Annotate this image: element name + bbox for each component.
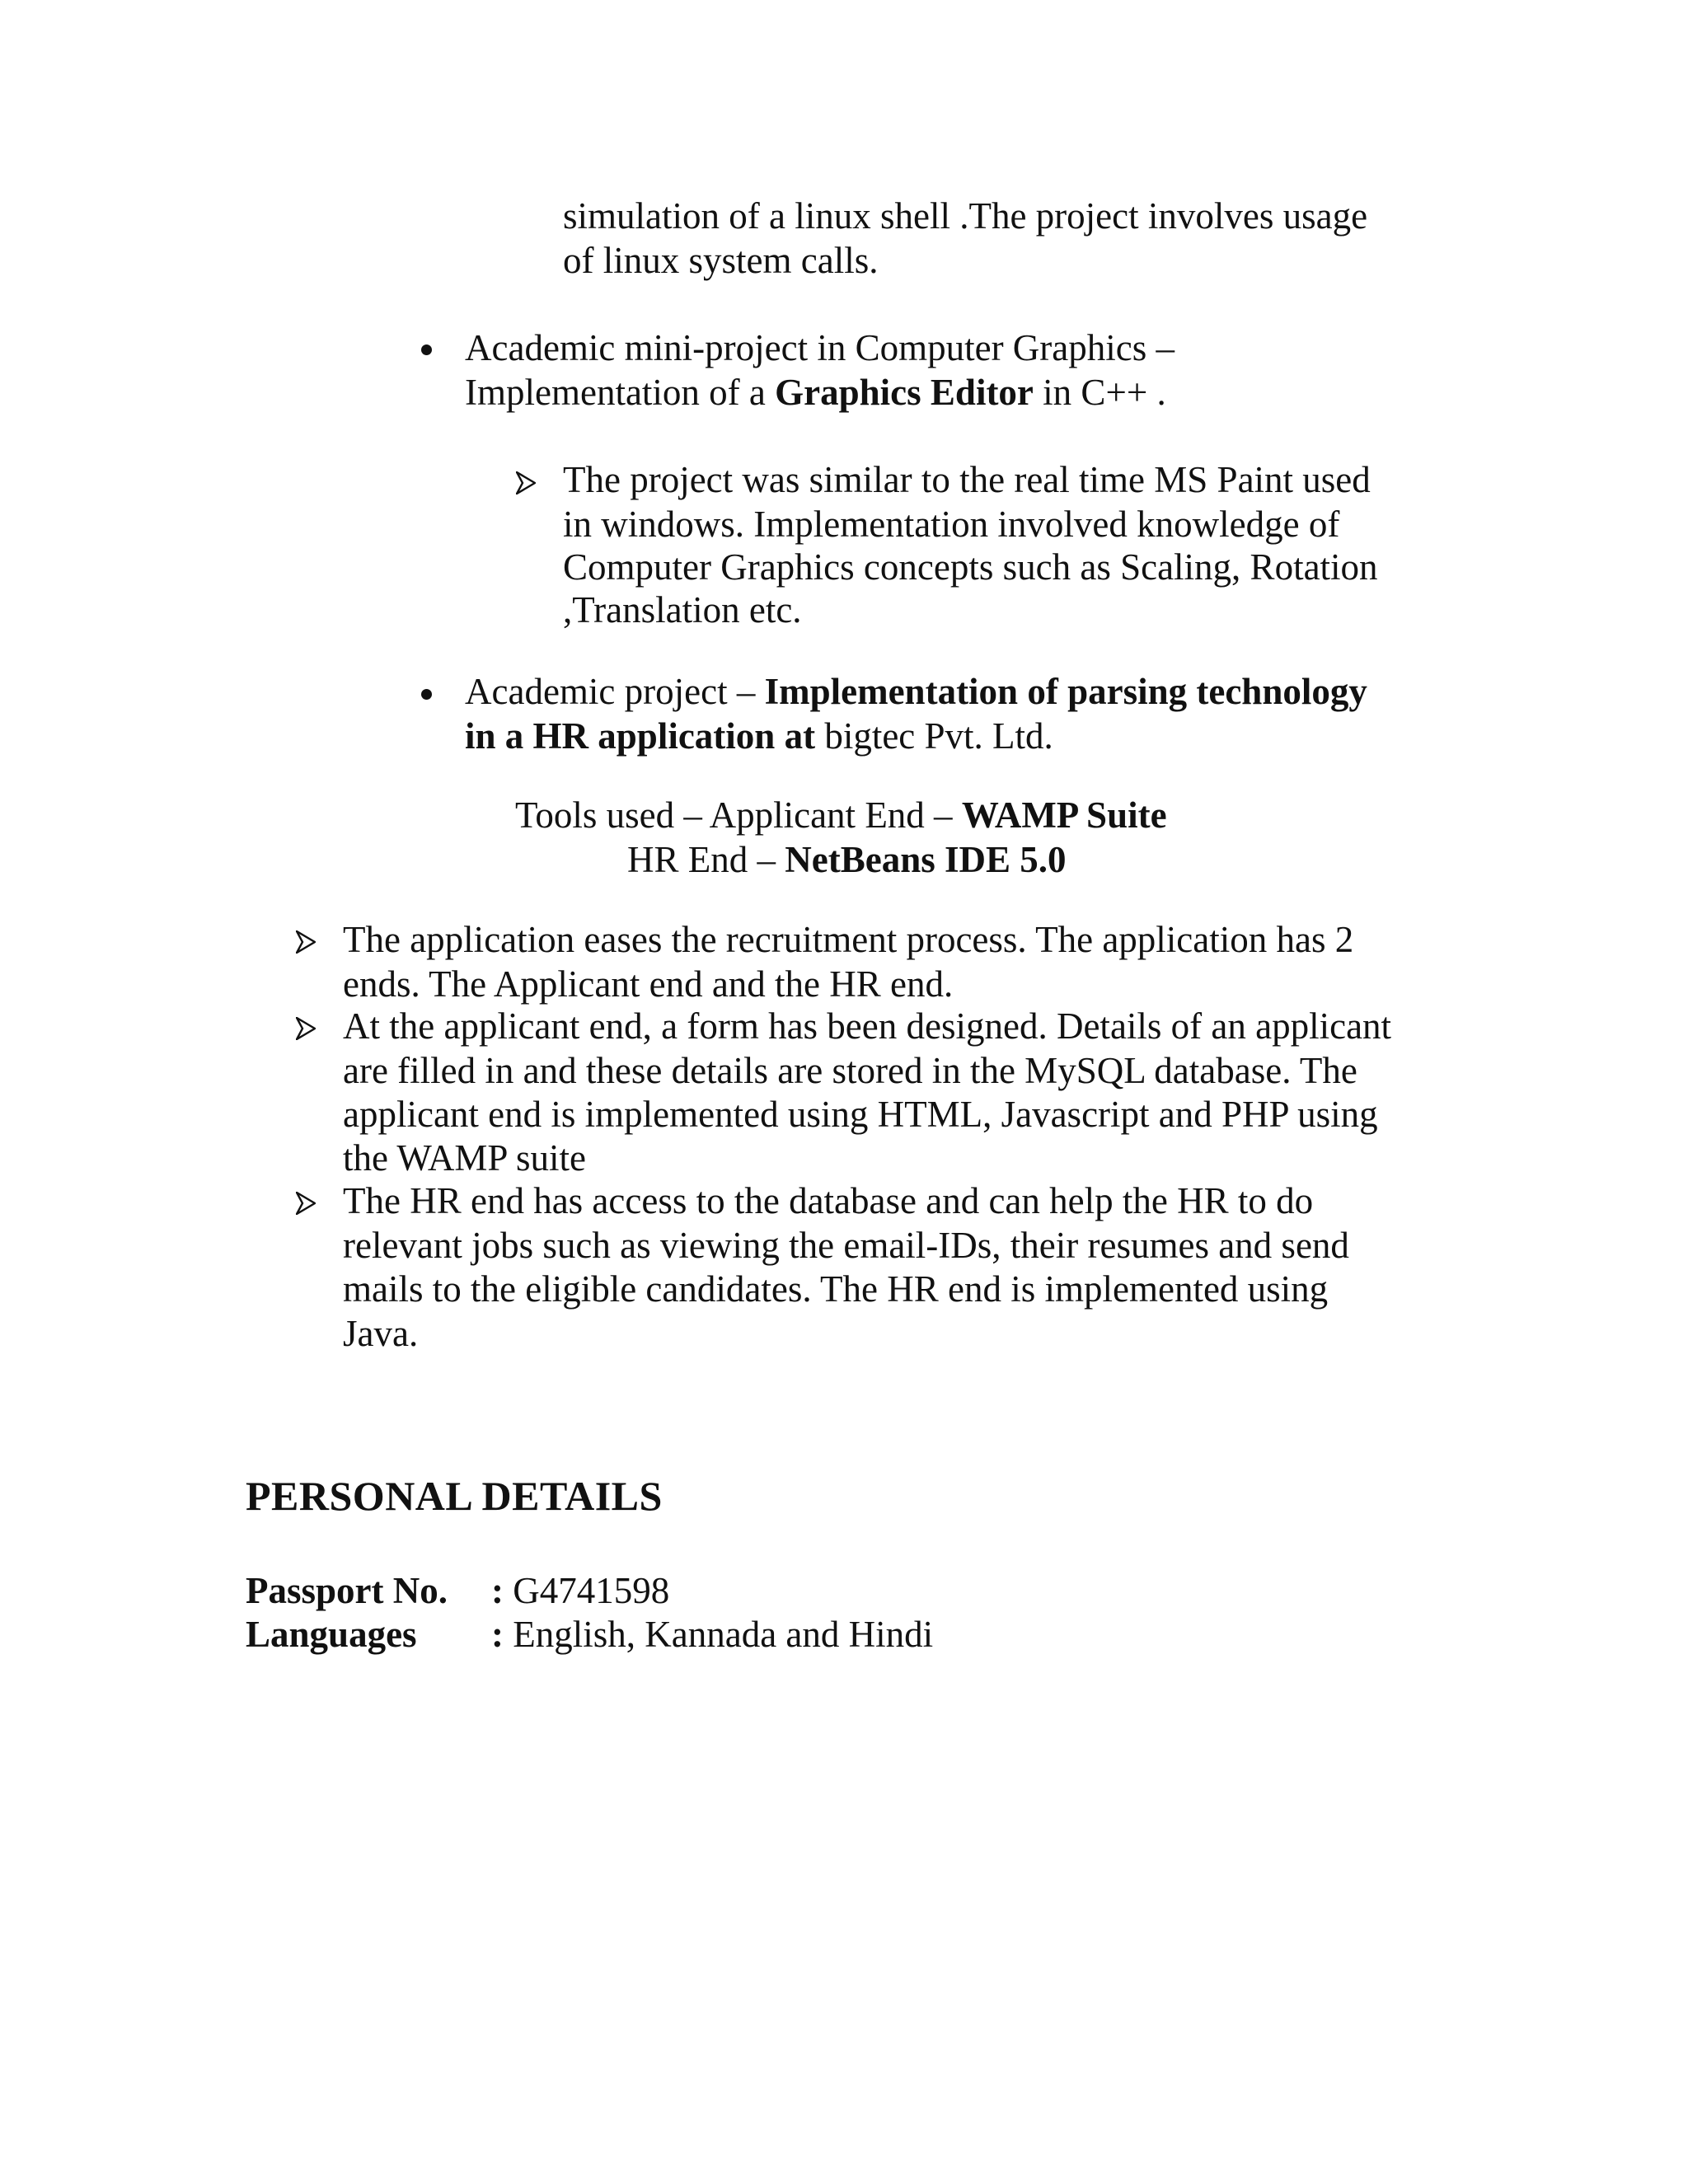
languages-value: : English, Kannada and Hindi [491, 1614, 934, 1655]
hr-point-3-line-1: The HR end has access to the database and can help the HR to do [343, 1180, 1314, 1221]
graphics-detail-line-3: Computer Graphics concepts such as Scaling, Rotation [563, 546, 1378, 588]
arrow-bullet-icon [516, 471, 536, 494]
graphics-editor-title: Graphics Editor [775, 372, 1034, 413]
languages-label: Languages [246, 1614, 417, 1655]
hr-point-2-line-1: At the applicant end, a form has been designed. Details of an applicant [343, 1005, 1392, 1047]
hr-point-2-line-4: the WAMP suite [343, 1137, 587, 1179]
passport-label: Passport No. [246, 1570, 448, 1611]
tools-line-1: Tools used – Applicant End – WAMP Suite [515, 794, 1167, 836]
arrow-bullet-icon [296, 1017, 316, 1040]
hr-point-1-line-2: ends. The Applicant end and the HR end. [343, 963, 954, 1005]
graphics-project-line-1: Academic mini-project in Computer Graphics – [465, 327, 1175, 368]
hr-point-3-line-4: Java. [343, 1313, 419, 1354]
bullet-icon [421, 344, 432, 355]
continuation-line-2: of linux system calls. [563, 240, 879, 281]
arrow-bullet-icon [296, 1192, 316, 1215]
graphics-project-line-2: Implementation of a Graphics Editor in C++ . [465, 372, 1166, 413]
hr-project-line-1: Academic project – Implementation of parsing technology [465, 671, 1367, 712]
tools-line-2: HR End – NetBeans IDE 5.0 [627, 839, 1067, 880]
continuation-line-1: simulation of a linux shell .The project involves usage [563, 195, 1368, 237]
hr-point-1-line-1: The application eases the recruitment process. The application has 2 [343, 919, 1354, 960]
hr-project-line-2: in a HR application at bigtec Pvt. Ltd. [465, 715, 1053, 757]
hr-point-2-line-2: are filled in and these details are stored in the MySQL database. The [343, 1050, 1357, 1091]
graphics-detail-line-1: The project was similar to the real time MS Paint used [563, 459, 1371, 500]
personal-details-heading: PERSONAL DETAILS [246, 1473, 663, 1519]
passport-value: : G4741598 [491, 1570, 670, 1611]
graphics-detail-line-4: ,Translation etc. [563, 589, 802, 630]
hr-point-3-line-2: relevant jobs such as viewing the email-IDs, their resumes and send [343, 1225, 1349, 1266]
bullet-icon [421, 689, 432, 700]
graphics-detail-line-2: in windows. Implementation involved knowledge of [563, 504, 1340, 545]
arrow-bullet-icon [296, 930, 316, 954]
hr-point-3-line-3: mails to the eligible candidates. The HR end is implemented using [343, 1268, 1329, 1310]
hr-point-2-line-3: applicant end is implemented using HTML, Javascript and PHP using [343, 1094, 1378, 1135]
